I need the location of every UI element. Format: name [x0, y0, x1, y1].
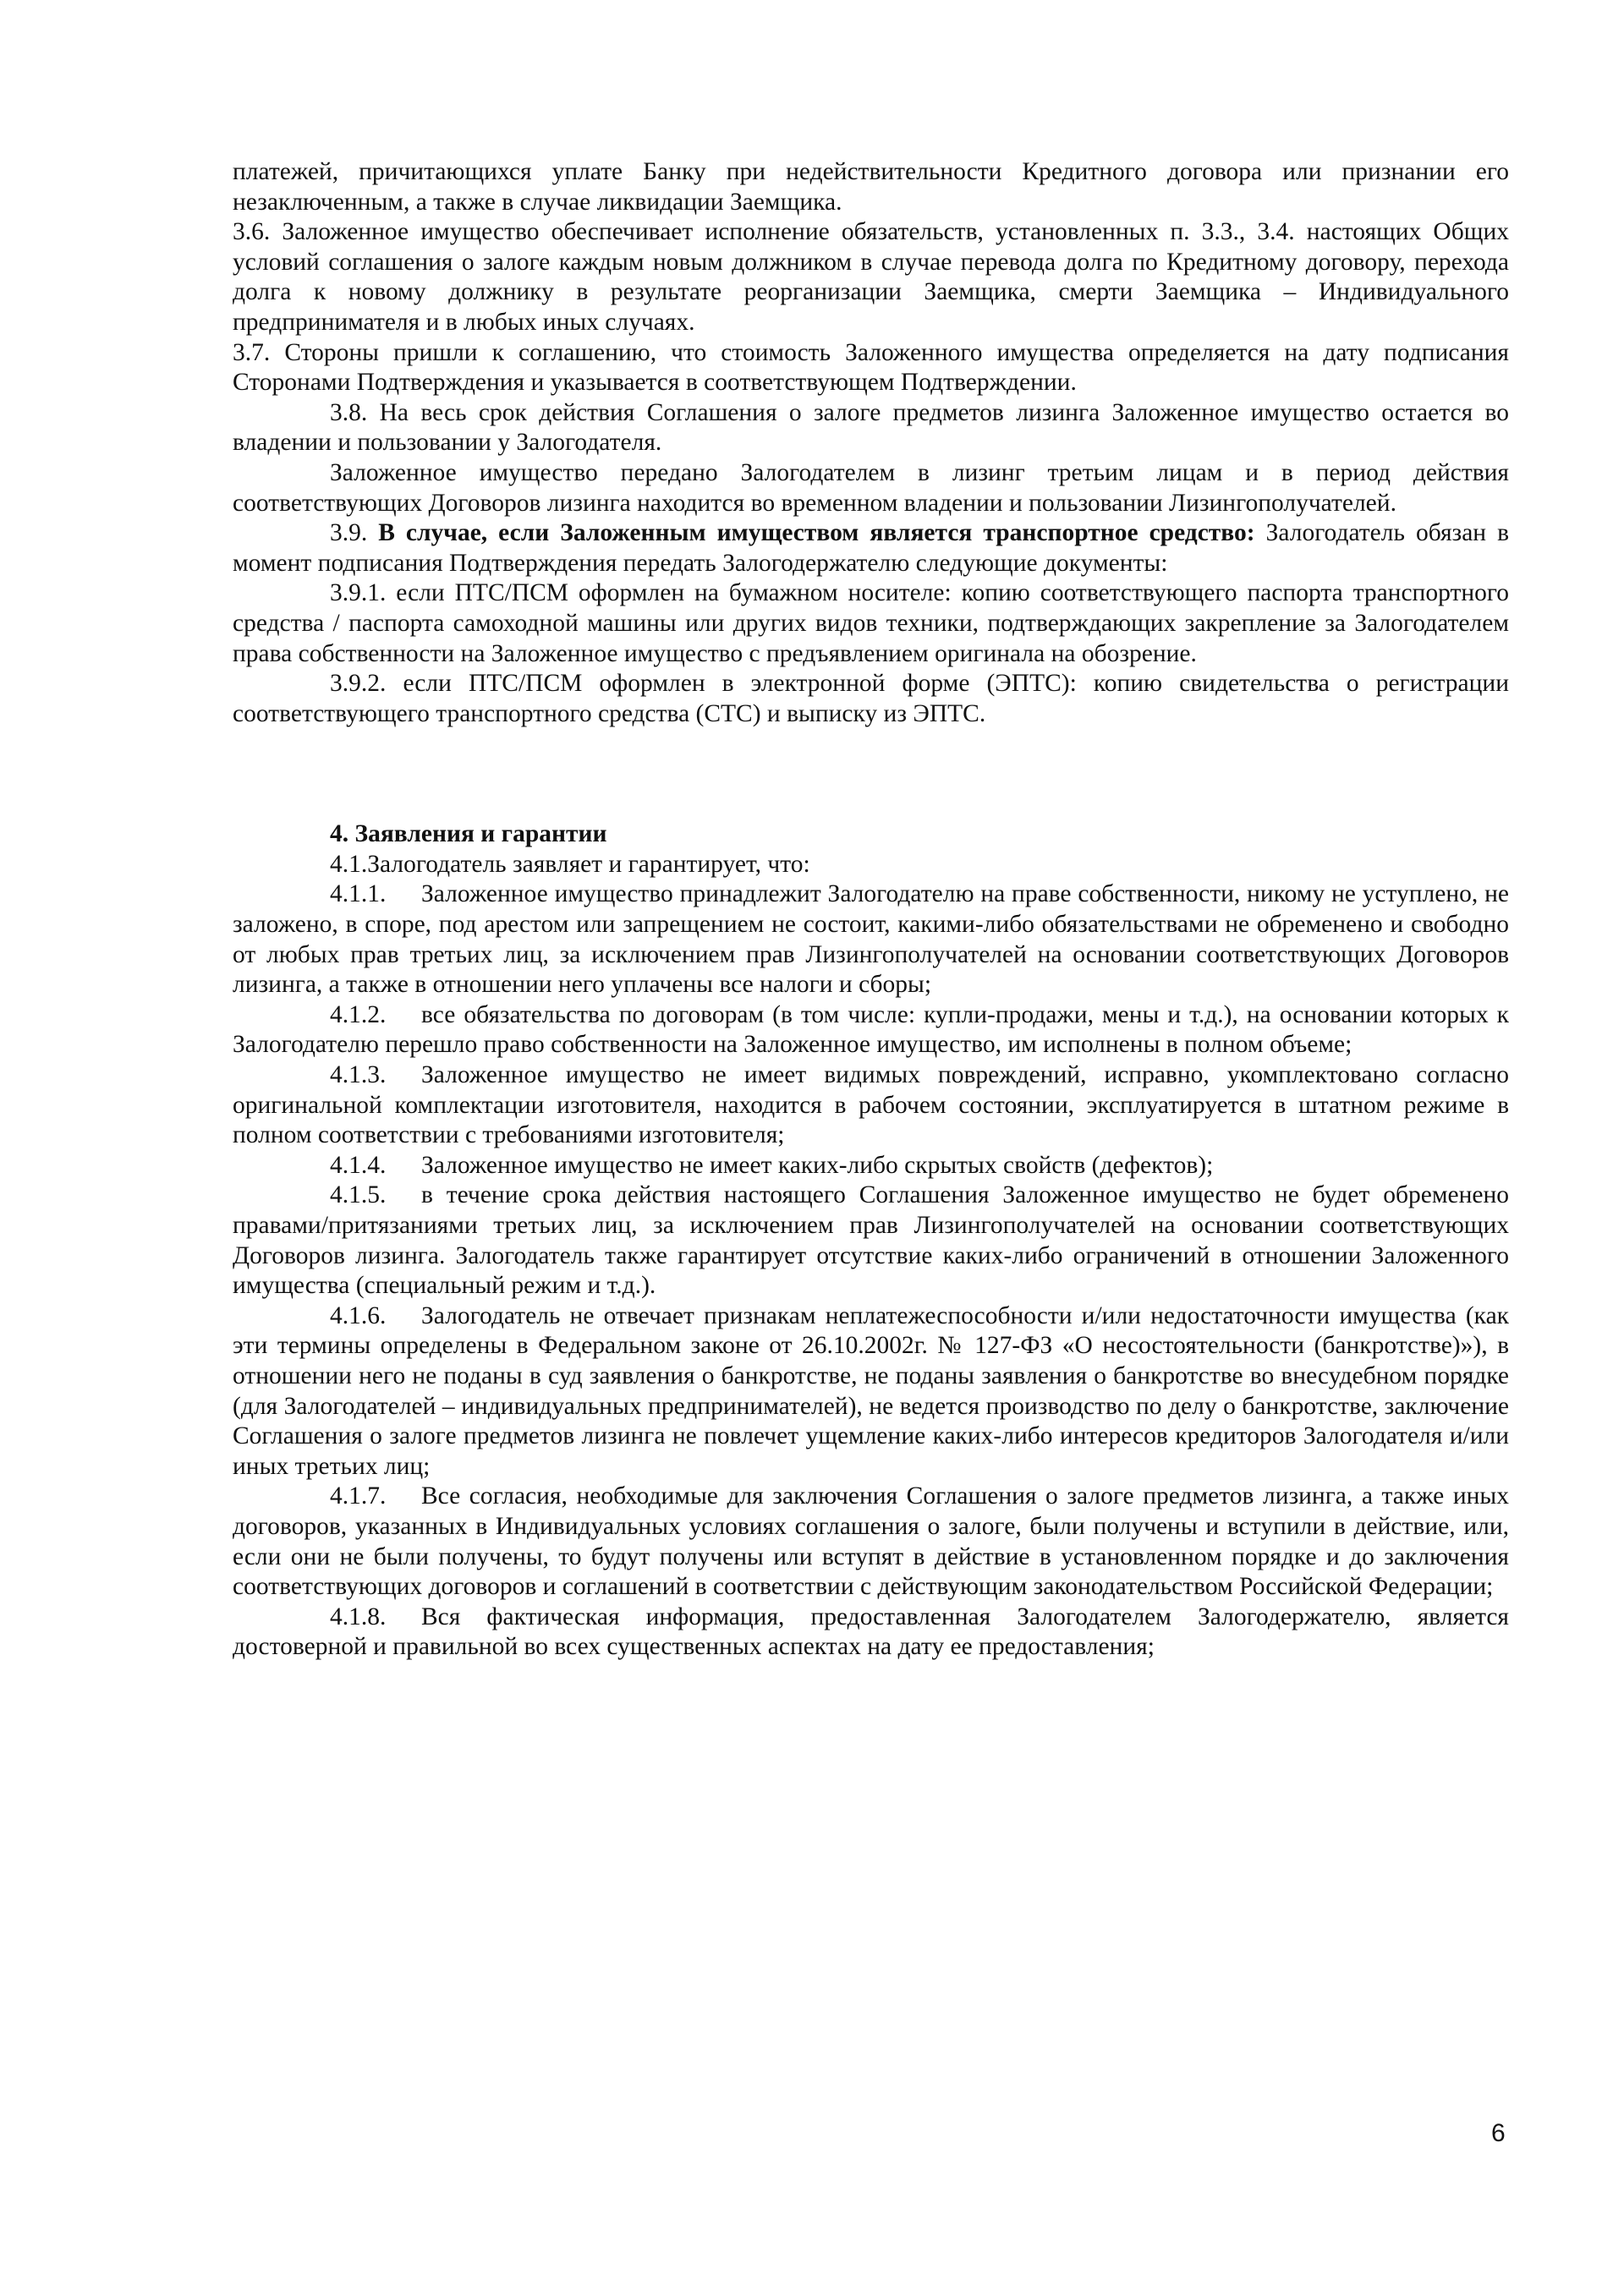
clause-text: Все согласия, необходимые для заключения Соглашения о залоге предметов лизинга, а также иных договоров, указанных в Индивидуальных условиях соглашения о залоге, были получены и вступили в действие, или, если они не были получены, то будут получены или вступят в действие в установленном порядке и до заключения соответствующих договоров и соглашений в соответствии с действующим законодательством Российской Федерации;	[233, 1482, 1509, 1601]
section-spacer	[233, 729, 1509, 819]
paragraph-3-8-b: Заложенное имущество передано Залогодателем в лизинг третьим лицам и в период действия соответствующих Договоров лизинга находится во временном владении и пользовании Лизингополучателей.	[233, 458, 1509, 517]
list-item	[233, 1060, 1509, 1151]
clause-text: в течение срока действия настоящего Соглашения Заложенное имущество не будет обременено правами/притязаниями третьих лиц, за исключением прав Лизингополучателей на основании соответствующих Договоров лизинга. Залогодатель также гарантирует отсутствие каких-либо ограничений в отношении Заложенного имущества (специальный режим и т.д.).	[233, 1181, 1509, 1300]
clause-text: Заложенное имущество не имеет видимых повреждений, исправно, укомплектовано согласно оригинальной комплектации изготовителя, находится в рабочем состоянии, эксплуатируется в штатном режиме в полном соответствии с требованиями изготовителя;	[233, 1061, 1509, 1149]
clause-number: 4.1.6.	[330, 1301, 387, 1329]
clause-number: 4.1.7.	[330, 1482, 387, 1510]
clause-number: 3.9.	[330, 519, 379, 547]
clause-number: 3.8.	[330, 398, 368, 426]
list-item	[233, 1151, 1509, 1181]
clause-text: Залогодатель не отвечает признакам неплатежеспособности и/или недостаточности имущества (как эти термины определены в Федеральном законе от 26.10.2002г. № 127-ФЗ «О несостоятельности (банкротстве)»), в отношении него не поданы в суд заявления о банкротстве, не поданы заявления о банкротстве во внесудебном порядке (для Залогодателей – индивидуальных предпринимателей), не ведется производство по делу о банкротстве, заключение Соглашения о залоге предметов лизинга не повлечет ущемление каких-либо интересов кредиторов Залогодателя и/или иных третьих лиц;	[233, 1301, 1509, 1480]
list-item	[233, 1482, 1509, 1602]
list-item	[233, 1181, 1509, 1301]
paragraph-3-8	[233, 398, 1509, 458]
clause-number: 4.1.8.	[330, 1603, 387, 1630]
section-heading: 4. Заявления и гарантии	[330, 820, 607, 848]
paragraph-continued: платежей, причитающихся уплате Банку при недействительности Кредитного договора или признании его незаключенным, а также в случае ликвидации Заемщика.	[233, 158, 1509, 216]
list-item	[233, 1301, 1509, 1482]
clause-text: Вся фактическая информация, предоставленная Залогодателем Залогодержателю, является достоверной и правильной во всех существенных аспектах на дату ее предоставления;	[233, 1603, 1509, 1661]
paragraph-4-1: 4.1.Залогодатель заявляет и гарантирует, что:	[330, 850, 810, 878]
clause-text: На весь срок действия Соглашения о залоге предметов лизинга Заложенное имущество остается во владении и пользовании у Залогодателя.	[233, 398, 1509, 457]
clause-number: 4.1.5.	[330, 1181, 387, 1209]
clause-bold-text: В случае, если Заложенным имуществом является транспортное средство:	[378, 519, 1255, 547]
list-item	[233, 879, 1509, 1000]
list-item	[233, 1000, 1509, 1060]
paragraph-3-6: 3.6. Заложенное имущество обеспечивает исполнение обязательств, установленных п. 3.3., 3.4. настоящих Общих условий соглашения о залоге каждым новым должником в случае перевода долга по Кредитному договору, перехода долга к новому должнику в результате реорганизации Заемщика, смерти Заемщика – Индивидуального предпринимателя и в любых иных случаях.	[233, 218, 1509, 336]
paragraph-3-7: 3.7. Стороны пришли к соглашению, что стоимость Заложенного имущества определяется на дату подписания Сторонами Подтверждения и указывается в соответствующем Подтверждении.	[233, 338, 1509, 397]
clause-number: 4.1.3.	[330, 1061, 387, 1089]
clause-number: 4.1.2.	[330, 1000, 387, 1028]
list-item	[233, 1603, 1509, 1663]
clause-text: Залогодатель обязан в момент подписания Подтверждения передать Залогодержателю следующие документы:	[233, 519, 1509, 577]
page-number: 6	[1491, 2119, 1506, 2147]
clause-number: 4.1.1.	[330, 880, 387, 908]
paragraph-3-9-1: 3.9.1. если ПТС/ПСМ оформлен на бумажном носителе: копию соответствующего паспорта транспортного средства / паспорта самоходной машины или других видов техники, подтверждающих закрепление за Залогодателем права собственности на Заложенное имущество с предъявлением оригинала на обозрение.	[233, 579, 1509, 667]
paragraph-3-9-2: 3.9.2. если ПТС/ПСМ оформлен в электронной форме (ЭПТС): копию свидетельства о регистрации соответствующего транспортного средства (СТС) и выписку из ЭПТС.	[233, 670, 1509, 727]
clause-text: Заложенное имущество принадлежит Залогодателю на праве собственности, никому не уступлено, не заложено, в споре, под арестом или запрещением не состоит, какими-либо обязательствами не обременено и свободно от любых прав третьих лиц, за исключением прав Лизингополучателей на основании соответствующих Договоров лизинга, а также в отношении него уплачены все налоги и сборы;	[233, 880, 1509, 999]
clause-text: все обязательства по договорам (в том числе: купли-продажи, мены и т.д.), на основании которых к Залогодателю перешло право собственности на Заложенное имущество, им исполнены в полном объеме;	[233, 1000, 1509, 1059]
paragraph-3-9	[233, 518, 1509, 578]
clause-number: 4.1.4.	[330, 1151, 387, 1179]
document-body	[233, 157, 1509, 1663]
clause-text: Заложенное имущество не имеет каких-либо скрытых свойств (дефектов);	[421, 1151, 1214, 1179]
